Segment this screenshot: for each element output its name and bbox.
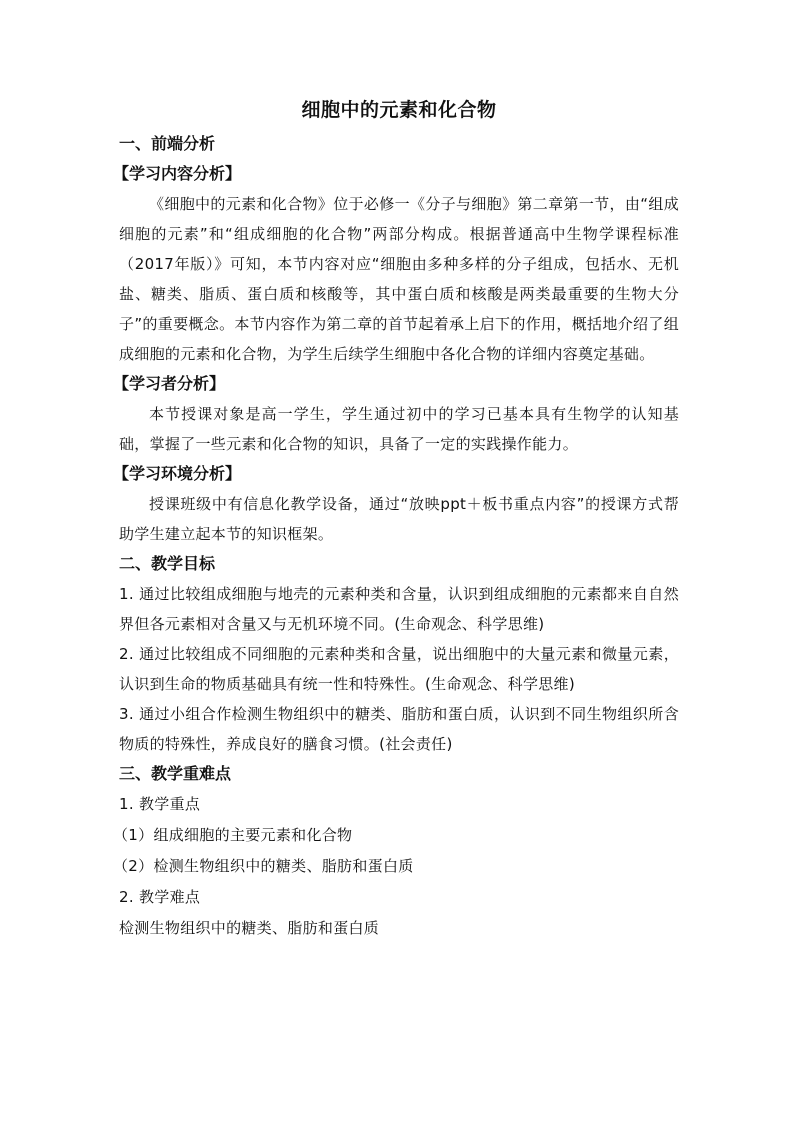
key-points-label: 1. 教学重点 (119, 795, 201, 813)
key-point-1: （1）组成细胞的主要元素和化合物 (113, 826, 353, 844)
subheading-environment-analysis: 【学习环境分析】 (113, 464, 242, 483)
difficult-points-label: 2. 教学难点 (119, 888, 201, 906)
difficult-point: 检测生物组织中的糖类、脂肪和蛋白质 (119, 919, 380, 937)
paragraph-learner-analysis: 本节授课对象是高一学生，学生通过初中的学习已基本具有生物学的认知基础，掌握了一些元素和化合物的知识，具备了一定的实践操作能力。 (119, 405, 679, 453)
teaching-goal-3: 3. 通过小组合作检测生物组织中的糖类、脂肪和蛋白质，认识到不同生物组织所含物质的特殊性，养成良好的膳食习惯。(社会责任) (119, 705, 679, 753)
paragraph-content-analysis: 《细胞中的元素和化合物》位于必修一《分子与细胞》第二章第一节，由“组成细胞的元素”和“组成细胞的化合物”两部分构成。根据普通高中生物学课程标准（2017年版）》可知，本节内容对应“细胞由多种多样的分子组成，包括水、无机盐、糖类、脂质、蛋白质和核酸等，其中蛋白质和核酸是两类最重要的生物大分子”的重要概念。本节内容作为第二章的首节起着承上启下的作用，概括地介绍了组成细胞的元素和化合物，为学生后续学生细胞中各化合物的详细内容奠定基础。 (119, 195, 679, 363)
teaching-goal-1: 1. 通过比较组成细胞与地壳的元素种类和含量，认识到组成细胞的元素都来自自然界但各元素相对含量又与无机环境不同。(生命观念、科学思维) (119, 585, 679, 633)
document-title: 细胞中的元素和化合物 (301, 99, 497, 121)
key-point-2: （2）检测生物组织中的糖类、脂肪和蛋白质 (113, 857, 414, 875)
section-heading-key-difficult-points: 三、教学重难点 (119, 764, 232, 783)
teaching-goal-2: 2. 通过比较组成不同细胞的元素种类和含量，说出细胞中的大量元素和微量元素，认识到生命的物质基础具有统一性和特殊性。(生命观念、科学思维) (119, 645, 679, 693)
subheading-learner-analysis: 【学习者分析】 (113, 374, 226, 393)
paragraph-environment-analysis: 授课班级中有信息化教学设备，通过“放映ppt＋板书重点内容”的授课方式帮助学生建立起本节的知识框架。 (119, 495, 679, 543)
section-heading-teaching-goals: 二、教学目标 (119, 554, 216, 573)
section-heading-front-analysis: 一、前端分析 (119, 134, 216, 153)
subheading-content-analysis: 【学习内容分析】 (113, 164, 242, 183)
document-content (113, 93, 679, 944)
